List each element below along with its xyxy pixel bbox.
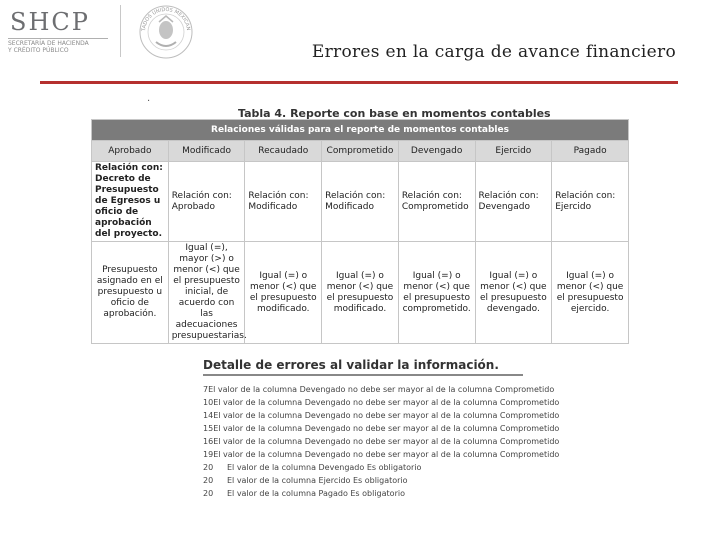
logo-subtitle-line-1: SECRETARÍA DE HACIENDA (8, 40, 89, 47)
table-cell: Igual (=), mayor (>) o menor (<) que el presupuesto inicial, de acuerdo con las adecuaciones presupuestarias. (168, 242, 245, 344)
error-message: El valor de la columna Devengado no debe ser mayor al de la columna Comprometido (213, 411, 560, 420)
table-cell: Relación con: Aprobado (168, 162, 245, 242)
error-row-number: 20 (203, 463, 214, 472)
page-title: Errores en la carga de avance financiero (311, 42, 676, 62)
error-row-number: 16 (203, 437, 214, 446)
error-row-number: 7 (203, 385, 209, 394)
error-list (203, 383, 560, 498)
table-band-title: Relaciones válidas para el reporte de momentos contables (92, 120, 629, 141)
logo-vertical-divider (120, 5, 121, 57)
list-item (203, 474, 533, 487)
error-message: El valor de la columna Pagado Es obligatorio (227, 489, 405, 498)
shcp-logo (0, 0, 200, 62)
title-underline (40, 81, 678, 84)
error-message: El valor de la columna Devengado no debe ser mayor al de la columna Comprometido (213, 424, 560, 433)
error-row-number: 19 (203, 450, 214, 459)
column-header: Ejercido (475, 141, 552, 162)
error-message: El valor de la columna Devengado no debe ser mayor al de la columna Comprometido (213, 450, 560, 459)
table-cell: Igual (=) o menor (<) que el presupuesto devengado. (475, 242, 552, 344)
seal-text: TADOS UNIDOS MEXICAN (140, 6, 191, 32)
table-row-rules (92, 242, 629, 344)
error-details-divider (203, 374, 523, 376)
column-header: Aprobado (92, 141, 169, 162)
column-header: Pagado (552, 141, 629, 162)
table-cell: Presupuesto asignado en el presupuesto u oficio de aprobación. (92, 242, 169, 344)
table-band-row (92, 120, 629, 141)
table-cell: Relación con: Ejercido (552, 162, 629, 242)
list-item (203, 487, 533, 500)
error-row-number: 15 (203, 424, 214, 433)
list-item (203, 435, 560, 448)
table-row-relations (92, 162, 629, 242)
error-row-number: 20 (203, 476, 214, 485)
list-item (203, 409, 560, 422)
list-item (203, 383, 555, 396)
list-item (203, 448, 560, 461)
list-item (203, 461, 533, 474)
logo-subtitle (8, 40, 118, 54)
error-row-number: 20 (203, 489, 214, 498)
table-caption: Tabla 4. Reporte con base en momentos contables (238, 107, 551, 120)
table-cell: Relación con: Comprometido (398, 162, 475, 242)
table-cell: Igual (=) o menor (<) que el presupuesto modificado. (322, 242, 399, 344)
table-cell: Igual (=) o menor (<) que el presupuesto comprometido. (398, 242, 475, 344)
table-cell: Relación con: Modificado (245, 162, 322, 242)
error-message: El valor de la columna Devengado Es obligatorio (227, 463, 422, 472)
table-cell: Igual (=) o menor (<) que el presupuesto modificado. (245, 242, 322, 344)
list-item (203, 422, 560, 435)
error-row-number: 14 (203, 411, 214, 420)
table-cell: Relación con: Modificado (322, 162, 399, 242)
error-message: El valor de la columna Devengado no debe ser mayor al de la columna Comprometido (213, 398, 560, 407)
momentos-table (91, 119, 629, 344)
column-header: Modificado (168, 141, 245, 162)
stray-dot: · (147, 96, 151, 107)
logo-wordmark: SHCP (10, 8, 90, 36)
error-message: El valor de la columna Ejercido Es obligatorio (227, 476, 408, 485)
column-header: Recaudado (245, 141, 322, 162)
error-details-title: Detalle de errores al validar la información. (203, 358, 499, 372)
table-cell: Relación con: Devengado (475, 162, 552, 242)
error-message: El valor de la columna Devengado no debe ser mayor al de la columna Comprometido (213, 437, 560, 446)
error-row-number: 10 (203, 398, 214, 407)
logo-subtitle-line-2: Y CRÉDITO PÚBLICO (8, 47, 69, 54)
list-item (203, 396, 560, 409)
table-cell: Relación con: Decreto de Presupuesto de Egresos u oficio de aprobación del proyecto. (92, 162, 169, 242)
column-header: Comprometido (322, 141, 399, 162)
error-message: El valor de la columna Devengado no debe ser mayor al de la columna Comprometido (208, 385, 555, 394)
table-header-row (92, 141, 629, 162)
national-seal-icon (136, 2, 196, 60)
logo-divider (8, 38, 108, 39)
column-header: Devengado (398, 141, 475, 162)
table-cell: Igual (=) o menor (<) que el presupuesto ejercido. (552, 242, 629, 344)
